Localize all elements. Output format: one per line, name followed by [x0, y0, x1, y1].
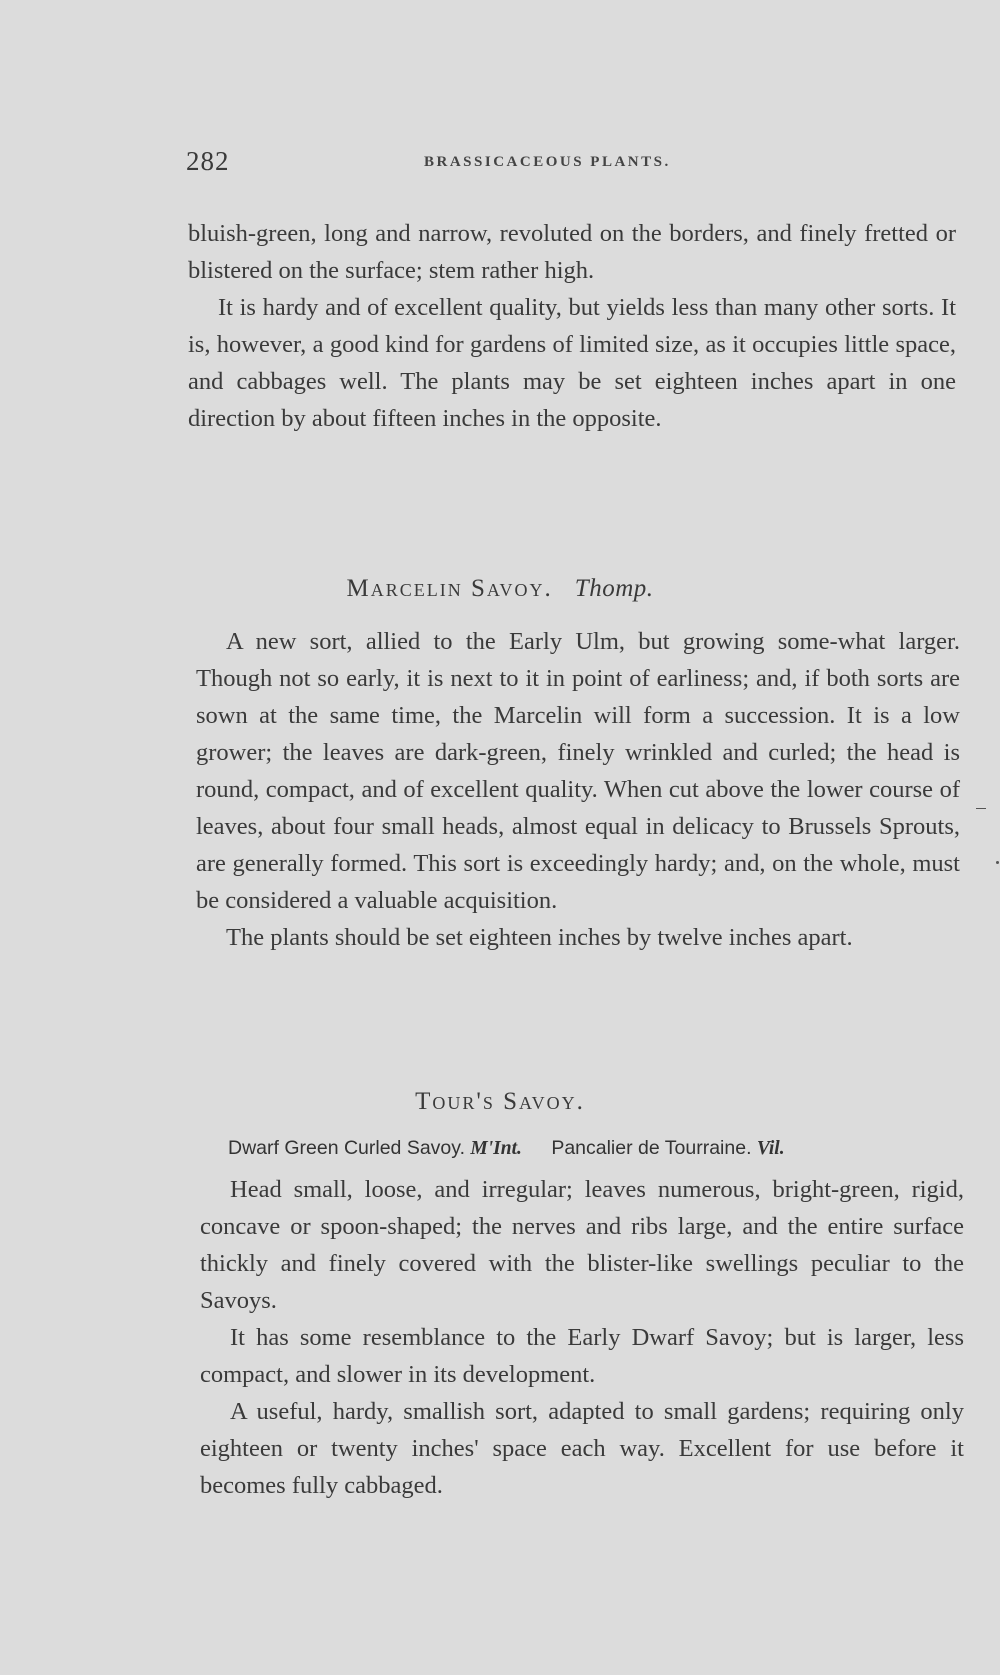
- marcelin-savoy-authority: Thomp.: [574, 575, 654, 602]
- tours-paragraph-1: Head small, loose, and irregular; leaves numerous, bright-green, rigid, concave or spoon-shaped; the nerves and ribs large, and the entire surface thickly and finely covered with the blister-like swellings peculiar to the Savoys.: [200, 1176, 964, 1314]
- intro-section: [188, 215, 956, 437]
- marcelin-section: [196, 623, 960, 956]
- marcelin-savoy-heading: [0, 575, 1000, 603]
- synonym-2-authority: Vil.: [756, 1138, 785, 1159]
- tours-savoy-heading: [0, 1088, 1000, 1116]
- tours-savoy-synonyms: [228, 1137, 968, 1160]
- synonym-2: Pancalier de Tourraine.: [551, 1137, 752, 1159]
- tours-section: [200, 1171, 964, 1504]
- marcelin-paragraph-2: The plants should be set eighteen inches by twelve inches apart.: [226, 924, 853, 951]
- page-number: 282: [186, 146, 230, 176]
- tours-paragraph-2: It has some resemblance to the Early Dwarf Savoy; but is larger, less compact, and slower in its development.: [200, 1324, 964, 1388]
- marcelin-paragraph-1: A new sort, allied to the Early Ulm, but growing some-what larger. Though not so early, it is next to it in point of earliness; and, if both sorts are sown at the same time, the Marcelin will form a succession. It is a low grower; the leaves are dark-green, finely wrinkled and curled; the head is round, compact, and of excellent quality. When cut above the lower course of leaves, about four small heads, almost equal in delicacy to Brussels Sprouts, are generally formed. This sort is exceedingly hardy; and, on the whole, must be considered a valuable acquisition.: [196, 628, 960, 914]
- running-title: BRASSICACEOUS PLANTS.: [424, 154, 671, 170]
- synonym-1-authority: M'Int.: [470, 1138, 522, 1159]
- intro-paragraph-1: bluish-green, long and narrow, revoluted on the borders, and finely fretted or blistered on the surface; stem rather high.: [188, 220, 956, 284]
- intro-paragraph-2: It is hardy and of excellent quality, but yields less than many other sorts. It is, however, a good kind for gardens of limited size, as it occupies little space, and cabbages well. The plants may be set eighteen inches apart in one direction by about fifteen inches in the opposite.: [188, 294, 956, 432]
- running-head: [186, 146, 948, 176]
- marcelin-savoy-title: Marcelin Savoy.: [346, 575, 553, 602]
- synonym-1: Dwarf Green Curled Savoy.: [228, 1137, 465, 1159]
- tours-paragraph-3: A useful, hardy, smallish sort, adapted to small gardens; requiring only eighteen or twenty inches' space each way. Excellent for use before it becomes fully cabbaged.: [200, 1398, 964, 1499]
- tours-savoy-title: Tour's Savoy.: [415, 1088, 585, 1115]
- margin-dot: [996, 861, 999, 864]
- margin-mark: [976, 808, 986, 809]
